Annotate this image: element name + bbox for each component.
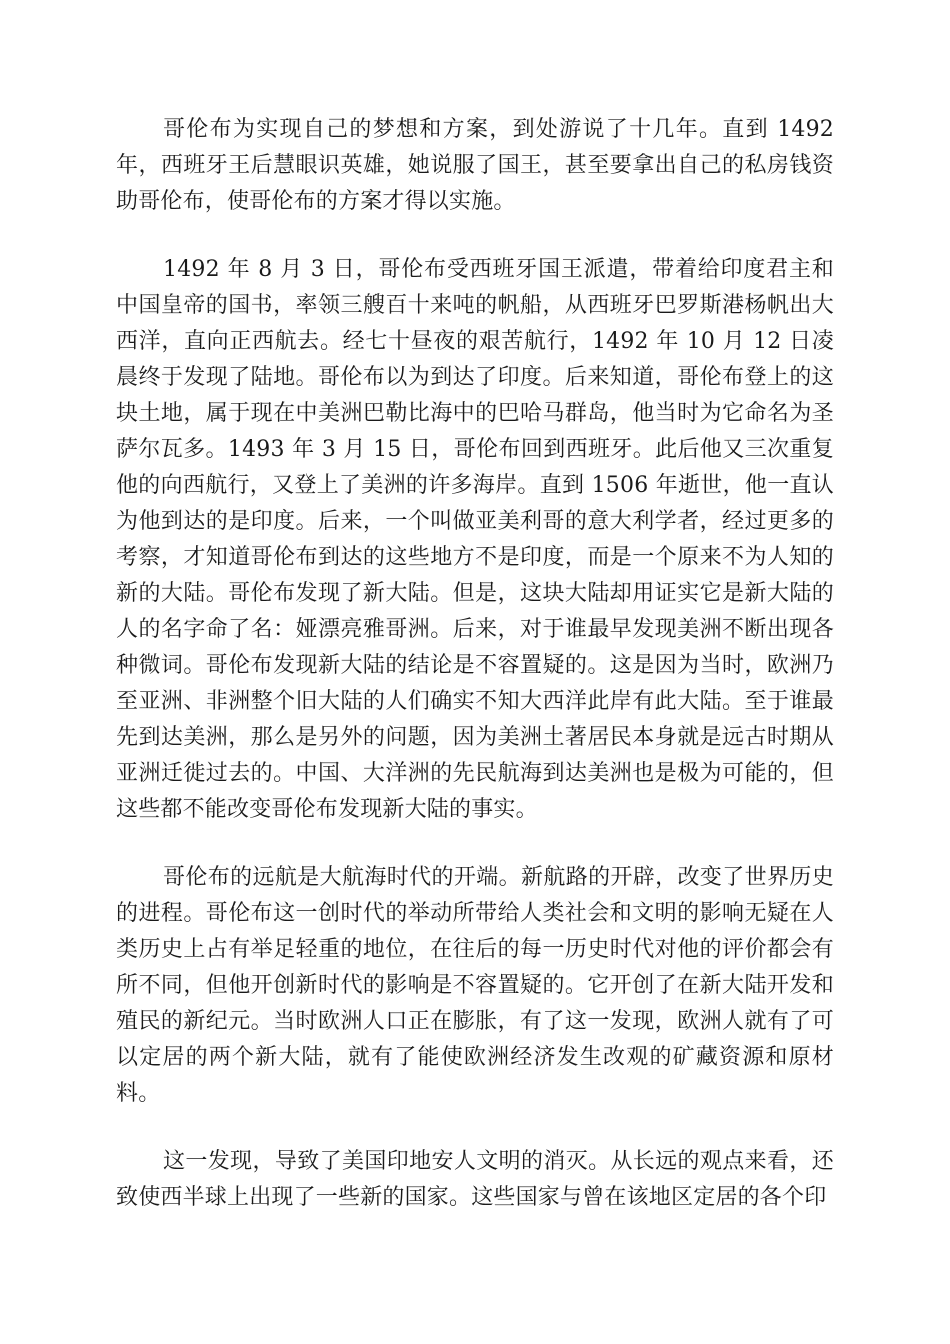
paragraph-1: 哥伦布为实现自己的梦想和方案，到处游说了十几年。直到 1492 年，西班牙王后慧眼识英雄，她说服了国王，甚至要拿出自己的私房钱资助哥伦布，使哥伦布的方案才得以实施。 xyxy=(116,117,834,214)
paragraph-2: 1492 年 8 月 3 日，哥伦布受西班牙国王派遣，带着给印度君主和中国皇帝的国书，率领三艘百十来吨的帆船，从西班牙巴罗斯港杨帆出大西洋，直向正西航去。经七十昼夜的艰苦航行，1492 年 10 月 12 日凌晨终于发现了陆地。哥伦布以为到达了印度。后来知道，哥伦布登上的这块土地，属于现在中美洲巴勒比海中的巴哈马群岛，他当时为它命名为圣萨尔瓦多。1493 年 3 月 15 日，哥伦布回到西班牙。此后他又三次重复他的向西航行，又登上了美洲的许多海岸。直到 1506 年逝世，他一直认为他到达的是印度。后来，一个叫做亚美利哥的意大利学者，经过更多的考察，才知道哥伦布到达的这些地方不是印度，而是一个原来不为人知的新的大陆。哥伦布发现了新大陆。但是，这块大陆却用证实它是新大陆的人的名字命了名：娅漂亮雅哥洲。后来，对于谁最早发现美洲不断出现各种微词。哥伦布发现新大陆的结论是不容置疑的。这是因为当时，欧洲乃至亚洲、非洲整个旧大陆的人们确实不知大西洋此岸有此大陆。至于谁最先到达美洲，那么是另外的问题，因为美洲土著居民本身就是远古时期从亚洲迁徙过去的。中国、大洋洲的先民航海到达美洲也是极为可能的，但这些都不能改变哥伦布发现新大陆的事实。 xyxy=(116,257,834,822)
document-body xyxy=(116,112,834,1248)
paragraph-3: 哥伦布的远航是大航海时代的开端。新航路的开辟，改变了世界历史的进程。哥伦布这一创时代的举动所带给人类社会和文明的影响无疑在人类历史上占有举足轻重的地位，在往后的每一历史时代对他的评价都会有所不同，但他开创新时代的影响是不容置疑的。它开创了在新大陆开发和殖民的新纪元。当时欧洲人口正在膨胀，有了这一发现，欧洲人就有了可以定居的两个新大陆，就有了能使欧洲经济发生改观的矿藏资源和原材料。 xyxy=(116,865,834,1106)
paragraph-4: 这一发现，导致了美国印地安人文明的消灭。从长远的观点来看，还致使西半球上出现了一些新的国家。这些国家与曾在该地区定居的各个印 xyxy=(116,1149,834,1210)
